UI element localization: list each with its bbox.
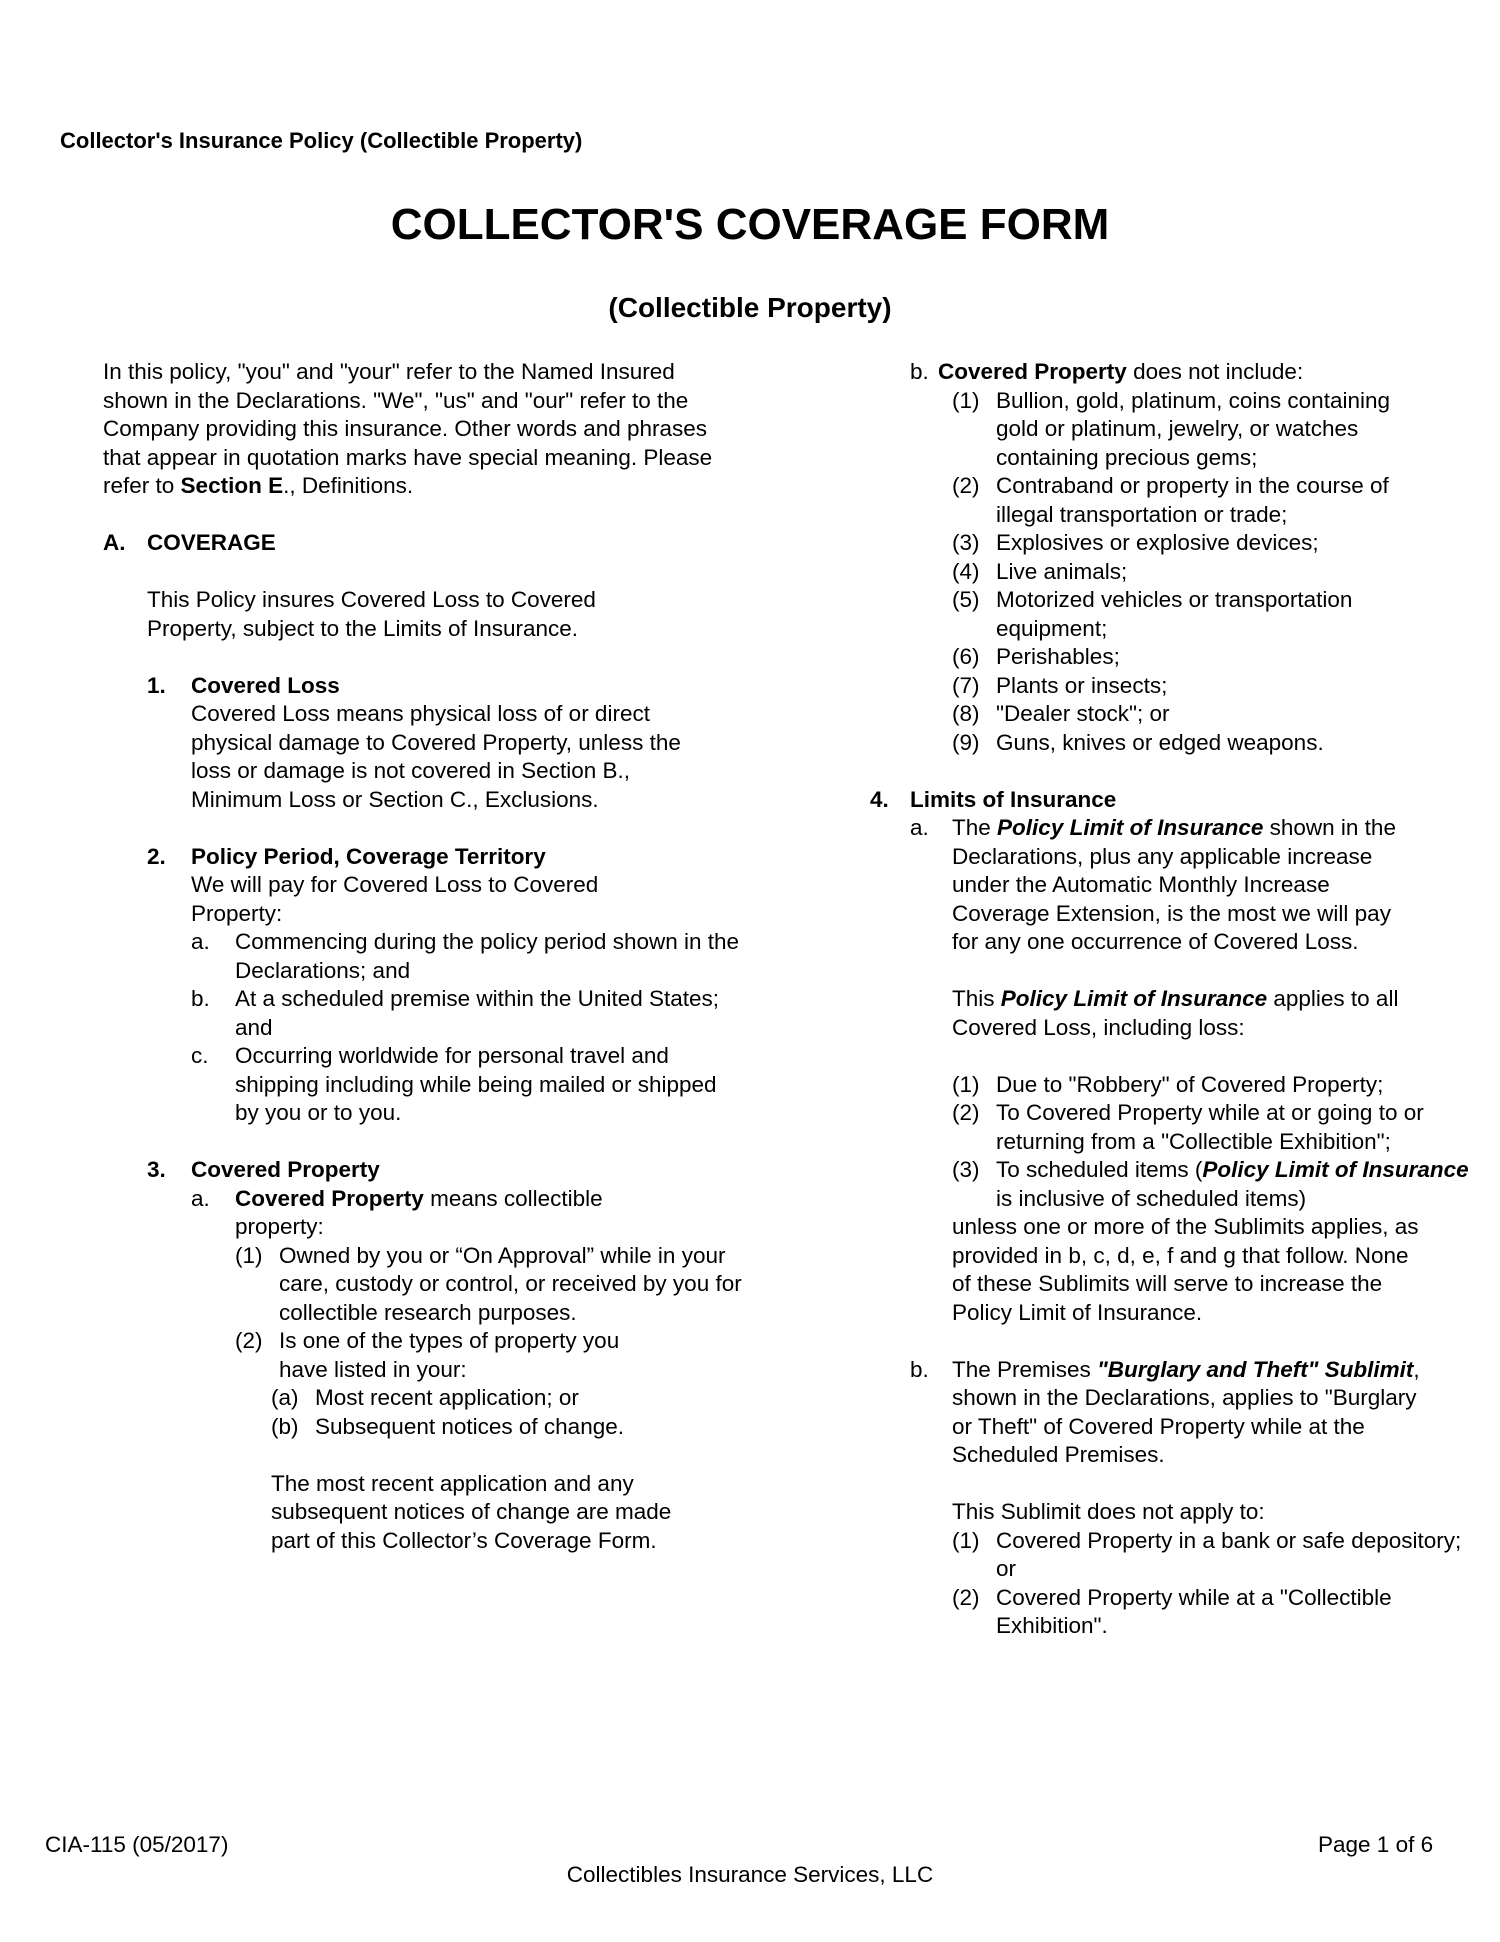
exclusion-item xyxy=(952,472,1392,529)
document-header: Collector's Insurance Policy (Collectible Property) xyxy=(60,128,583,153)
item-text: Live animals; xyxy=(996,558,1128,584)
item-text: To Covered Property while at or going to or returning from a "Collectible Exhibition"; xyxy=(996,1100,1424,1154)
company-name: Collectibles Insurance Services, LLC xyxy=(566,1862,934,1887)
item-label: (2) xyxy=(952,1584,980,1610)
policy-limit-term: Policy Limit of Insurance xyxy=(1202,1157,1469,1182)
intro-text: In this policy, "you" and "your" refer to the Named Insured shown in the Declarations. "We", "us" and "our" refer to the Company providing this insurance. Other words and phrases that appear in quotation marks have special meaning. Please refer to xyxy=(103,359,713,498)
item-label: (9) xyxy=(952,729,980,755)
item-text: Subsequent notices of change. xyxy=(315,1413,624,1439)
item-label: b. xyxy=(191,986,210,1011)
item-label: b. xyxy=(910,1356,929,1382)
application-item xyxy=(271,1413,743,1442)
item-label: (1) xyxy=(952,387,980,413)
item-text: To scheduled items ( xyxy=(996,1157,1203,1182)
covered-property-term: Covered Property xyxy=(235,1185,424,1211)
exclusion-item xyxy=(952,558,1392,587)
item-text: Occurring worldwide for personal travel and shipping including while being mailed or shipped by you or to you. xyxy=(235,1043,717,1125)
policy-period-title: Policy Period, Coverage Territory xyxy=(191,843,546,869)
limits-item xyxy=(952,1156,1470,1213)
policy-period-text: We will pay for Covered Loss to Covered Property: xyxy=(191,872,599,926)
exclusion-item xyxy=(952,586,1392,643)
item-text: Perishables; xyxy=(996,644,1120,669)
limits-a xyxy=(910,814,1470,1327)
limits-a-tail: unless one or more of the Sublimits applies, as provided in b, c, d, e, f and g that follow. None of these Sublimits will serve to increase the Policy Limit of Insurance. xyxy=(952,1214,1419,1325)
intro-tail: ., Definitions. xyxy=(283,473,414,498)
policy-limit-term: Policy Limit of Insurance xyxy=(1000,986,1268,1011)
limits-a-pre: The xyxy=(952,815,991,840)
covered-property-b-text: does not include: xyxy=(1133,359,1304,384)
item-text: Plants or insects; xyxy=(996,672,1168,698)
limits-heading xyxy=(870,786,1470,815)
item-label: (1) xyxy=(952,1527,980,1553)
item-text: At a scheduled premise within the United States; and xyxy=(235,986,720,1040)
item-text: Commencing during the policy period shown in the Declarations; and xyxy=(235,929,740,983)
policy-period-item xyxy=(191,1042,743,1128)
limits-b-text: , shown in the Declarations, applies to "Burglary or Theft" of Covered Property while at the Scheduled Premises. xyxy=(952,1356,1420,1467)
limits-b-p2: This Sublimit does not apply to: xyxy=(952,1499,1265,1524)
limits-title: Limits of Insurance xyxy=(910,786,1117,812)
item-label: (2) xyxy=(235,1328,263,1353)
covered-loss-title: Covered Loss xyxy=(191,672,340,698)
covered-loss-number: 1. xyxy=(147,672,166,698)
item-text: Explosives or explosive devices; xyxy=(996,530,1319,555)
section-e-reference: Section E xyxy=(180,473,284,498)
covered-property-b xyxy=(910,358,1470,387)
form-subtitle: (Collectible Property) xyxy=(608,292,892,323)
covered-loss-text: Covered Loss means physical loss of or direct physical damage to Covered Property, unless the loss or damage is not covered in Section B., Minimum Loss or Section C., Exclusions. xyxy=(191,701,681,812)
policy-period-section xyxy=(147,843,743,1128)
item-text: Contraband or property in the course of illegal transportation or trade; xyxy=(996,473,1389,527)
item-label: (b) xyxy=(271,1413,299,1439)
item-text: Due to "Robbery" of Covered Property; xyxy=(996,1071,1384,1097)
burglary-sublimit-term: "Burglary and Theft" Sublimit xyxy=(1097,1356,1414,1382)
covered-property-number: 3. xyxy=(147,1157,166,1182)
item-text: Most recent application; or xyxy=(315,1385,579,1410)
exclusion-item xyxy=(952,387,1392,473)
item-text: Bullion, gold, platinum, coins containing gold or platinum, jewelry, or watches containing precious gems; xyxy=(996,387,1390,470)
policy-period-item xyxy=(191,985,743,1042)
section-a-heading xyxy=(103,529,743,558)
exclusion-list xyxy=(952,387,1392,758)
limits-number: 4. xyxy=(870,786,889,812)
limits-b xyxy=(910,1356,1470,1641)
section-a-intro: This Policy insures Covered Loss to Covered Property, subject to the Limits of Insurance. xyxy=(147,587,596,641)
exclusion-item xyxy=(952,529,1392,558)
limits-b-item xyxy=(952,1584,1470,1641)
item-text: Owned by you or “On Approval” while in your care, custody or control, or received by you for collectible research purposes. xyxy=(279,1242,742,1325)
limits-item xyxy=(952,1099,1470,1156)
item-label: (3) xyxy=(952,1157,980,1182)
item-text: Motorized vehicles or transportation equipment; xyxy=(996,587,1353,641)
right-column xyxy=(870,358,1470,1641)
exclusion-item xyxy=(952,643,1392,672)
exclusion-item xyxy=(952,672,1392,701)
item-label: (4) xyxy=(952,558,980,584)
covered-property-term: Covered Property xyxy=(938,359,1127,384)
policy-period-item xyxy=(191,928,743,985)
exclusion-item xyxy=(952,700,1392,729)
item-text: Covered Property while at a "Collectible Exhibition". xyxy=(996,1584,1392,1638)
item-label: (2) xyxy=(952,1100,980,1125)
limits-b-pre: The Premises xyxy=(952,1356,1091,1382)
item-label: a. xyxy=(910,815,929,840)
left-column xyxy=(103,358,743,1555)
covered-property-title: Covered Property xyxy=(191,1157,380,1182)
covered-property-a1 xyxy=(235,1242,743,1328)
item-label: (1) xyxy=(952,1071,980,1097)
item-label: c. xyxy=(191,1043,209,1068)
covered-property-a xyxy=(191,1185,743,1556)
item-label: (2) xyxy=(952,473,980,498)
intro-paragraph xyxy=(103,358,723,501)
item-label: (3) xyxy=(952,530,980,555)
limits-b-item xyxy=(952,1527,1470,1584)
page-number: Page 1 of 6 xyxy=(1318,1832,1434,1857)
application-item xyxy=(271,1384,743,1413)
item-text: Is one of the types of property you have listed in your: xyxy=(279,1328,620,1382)
item-label: (1) xyxy=(235,1242,263,1268)
exclusion-item xyxy=(952,729,1392,758)
section-a-label: A. xyxy=(103,530,126,555)
limits-item xyxy=(952,1071,1470,1100)
limits-a-text: shown in the Declarations, plus any applicable increase under the Automatic Monthly Increase Coverage Extension, is the most we will pay for any one occurrence of Covered Loss. xyxy=(952,815,1396,954)
item-label: a. xyxy=(191,1185,210,1211)
item-label: (a) xyxy=(271,1385,299,1410)
item-text: Guns, knives or edged weapons. xyxy=(996,729,1324,755)
item-label: (6) xyxy=(952,644,980,669)
form-number: CIA-115 (05/2017) xyxy=(45,1832,229,1857)
limits-a-p2-text: applies to all Covered Loss, including loss: xyxy=(952,986,1399,1040)
item-label: b. xyxy=(910,359,929,384)
item-text: is inclusive of scheduled items) xyxy=(996,1185,1307,1211)
covered-property-section xyxy=(147,1156,743,1555)
policy-limit-term: Policy Limit of Insurance xyxy=(997,815,1264,840)
item-text: Covered Property in a bank or safe depository; or xyxy=(996,1527,1462,1581)
form-title: COLLECTOR'S COVERAGE FORM xyxy=(390,200,1110,249)
item-label: (8) xyxy=(952,701,980,726)
covered-loss-section xyxy=(147,672,743,815)
item-label: (5) xyxy=(952,587,980,612)
item-text: "Dealer stock"; or xyxy=(996,701,1170,726)
limits-a-p2-pre: This xyxy=(952,986,995,1011)
application-note: The most recent application and any subsequent notices of change are made part of this Collector’s Coverage Form. xyxy=(271,1470,672,1553)
covered-property-a-text: means collectible property: xyxy=(235,1185,603,1239)
policy-period-number: 2. xyxy=(147,843,166,869)
item-label: a. xyxy=(191,929,210,954)
item-label: (7) xyxy=(952,672,980,698)
covered-property-a2 xyxy=(235,1327,743,1555)
section-a-title: COVERAGE xyxy=(147,530,276,555)
